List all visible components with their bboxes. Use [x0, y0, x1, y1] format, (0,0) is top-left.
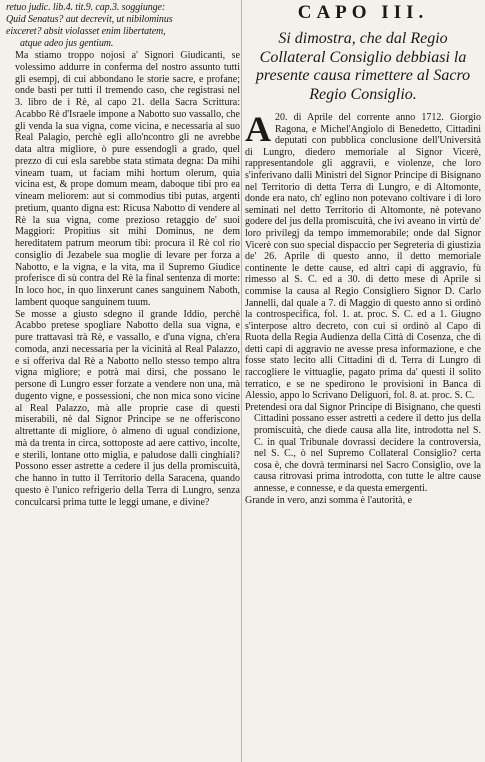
paragraph: Pretendesi ora dal Signor Principe di Bisignano, che questi Cittadini possano esser astretti a cedere il detto jus della promiscuità, che diede causa alla lite, introdotta nel S. C. in qual Tribunale dovrassi decidere la controversia, nel S. C., ò nel Supremo Collateral Consiglio? certa cosa è, che dovrà terminarsi nel Sacro Consiglio, ove la causa ritrovasi prima introdotta, con tutte le altre cause annesse, e connesse, e da questa emergenti. [245, 401, 481, 494]
right-body-text [245, 109, 481, 506]
quoted-passage [6, 2, 240, 50]
right-column [245, 0, 481, 762]
quote-line: retuo judic. lib.4. tit.9. cap.3. soggiunge: [6, 2, 166, 13]
left-body-text [6, 50, 240, 508]
paragraph: Ma stiamo troppo nojosi a' Signori Giudicanti, se volessimo addurre in conferma del nostro assunto tutti gli esempj, di cui abbondano le storie sacre, e profane; onde basti per tutti il tremendo caso, che registrasi nel 3. libro de i Rè, al capo 21. della Sacra Scrittura: Acabbo Rè d'Israele impone a Nabotto suo vassallo, che gli venda la sua vigna, come vicina, e necessaria al suo Real Palagio, perchè egli allo'ncontro gli ne avrebbe data altra migliore, ò pure essendogli a grado, quel prezzo di cui esla sarebbe stata stimata degna: Da mihi vineam tuam, ut faciam mihi hortum olerum, quia vicina est, & prope domum meam, daboque tibi pro ea vineam meliorem: aut si commodius tibi putas, argenti pretium, quanto digna est: Ricusa Nabotto di vendere al Rè la sua vigna, come prezioso retaggio de' suoi Maggiori: Propitius sit mihi Dominus, ne dem hereditatem patrum meorum tibi: procura il Rè col rio consiglio di Jezabele sua moglie di levare per forza a Nabotto, e la vigna, e la vita, ma il Supremo Giudice proferisce di sù contra del Rè la final sentenza di morte: In loco hoc, in quo linxerunt canes sanguinem Naboth, lambent quoque sanguinem tuum. [15, 50, 240, 308]
chapter-heading: CAPO III. [297, 2, 429, 23]
quote-line: atque adeo jus gentium. [20, 38, 114, 49]
paragraph: Grande in vero, anzi somma è l'autorità, e [245, 494, 413, 506]
paragraph: Se mosse a giusto sdegno il grande Iddio, perchè Acabbo pretese spogliare Nabotto della sua vigna, e pure trattavasi trà Rè, e vassallo, e d'una vigna, ch'era comoda, anzi necessaria per la vicinità al Real Palazzo, e si offeriva dal Rè a Nabotto nello stesso tempo altra vigna migliore; e potrà mai dirsi, che possano le persone di Lungro esser forzate a vendere non una, mà dugento vigne, e possessioni, che non mica sono vicine al Real Palazzo, mà alle proprie case di questi miserabili, nè dal Signor Principe se ne offeriscono altrettante di migliore, ò almeno di ugual condizione, mà da trenta in circa, sottoposte ad aere cattivo, incolte, e sterili, lontane otto miglia, e paludose dalli cinghiali? Possono esser astrette a cedere il jus della promiscuità, che hanno in tutto il Territorio della Saracena, quando questo è l'unico refrigerio della Terra di Lungro, senza conculcarsi prima tutte le leggi umane, e divine? [15, 308, 240, 508]
quote-line: eixceret? absit violasset enim libertatem, [6, 26, 166, 37]
left-column [6, 0, 240, 762]
drop-capital: A [245, 109, 271, 149]
paragraph-text: 20. di Aprile del corrente anno 1712. Giorgio Ragona, e Michel'Angiolo di Benedetto, Cittadini deputati con pubblica conclusione dell'Università di Lungro, diedero memoriale al Signor Vicerè, rappresentandole gli aggravii, e violenze, che loro s'inferivano dalli Ministri del Signor Principe di Bisignano nel Territorio di detta Terra di Lungro, e di Altomonte, donde era nato, ch' eglino non potevano coltivare i di loro seminati nel detto Territorio di Altomonte, nè potevano godere del jus della promiscuità, che ivi aveano in virtù de' loro privilegj da tempo immemorabile; onde dal Signor Vicerè con suo special dispaccio per Segreteria di giustizia de' 26. Aprile di questo anno, il detto memoriale continente le dette cause, ed altri capi di aggravio, fù rimesso al S. C. ed a 30. di detto mese di Aprile si commise la causa al Regio Consigliero Signor D. Carlo Jannelli, dal quale a 7. di Maggio di questo anno si ordinò la controspecifica, fol. 1. at. proc. S. C. ed a 1. Giugno s'interpose altro decreto, con cui si ordinò al Capo di Ruota della Regia Audienza della Città di Cosenza, che di detti capi di aggravio ne avesse presa informazione, e che fosse stato lecito alli Cittadini di d. Terra di Lungro di raccogliere le vittuaglie, pagato prima da' questi il solito terratico, e se ne spedirono le provisioni in Banca di Alessio, appo lo Scrivano Deliguori, fol. 8. at. proc. S. C. [245, 112, 481, 402]
column-divider [241, 0, 242, 762]
paragraph [245, 109, 481, 402]
chapter-subtitle: Si dimostra, che dal Regio Collateral Consiglio debbiasi la presente causa rimettere al Sacro Regio Consiglio. [255, 30, 471, 103]
quote-line: Quid Senatus? aut decrevit, ut nibilominus [6, 14, 173, 25]
